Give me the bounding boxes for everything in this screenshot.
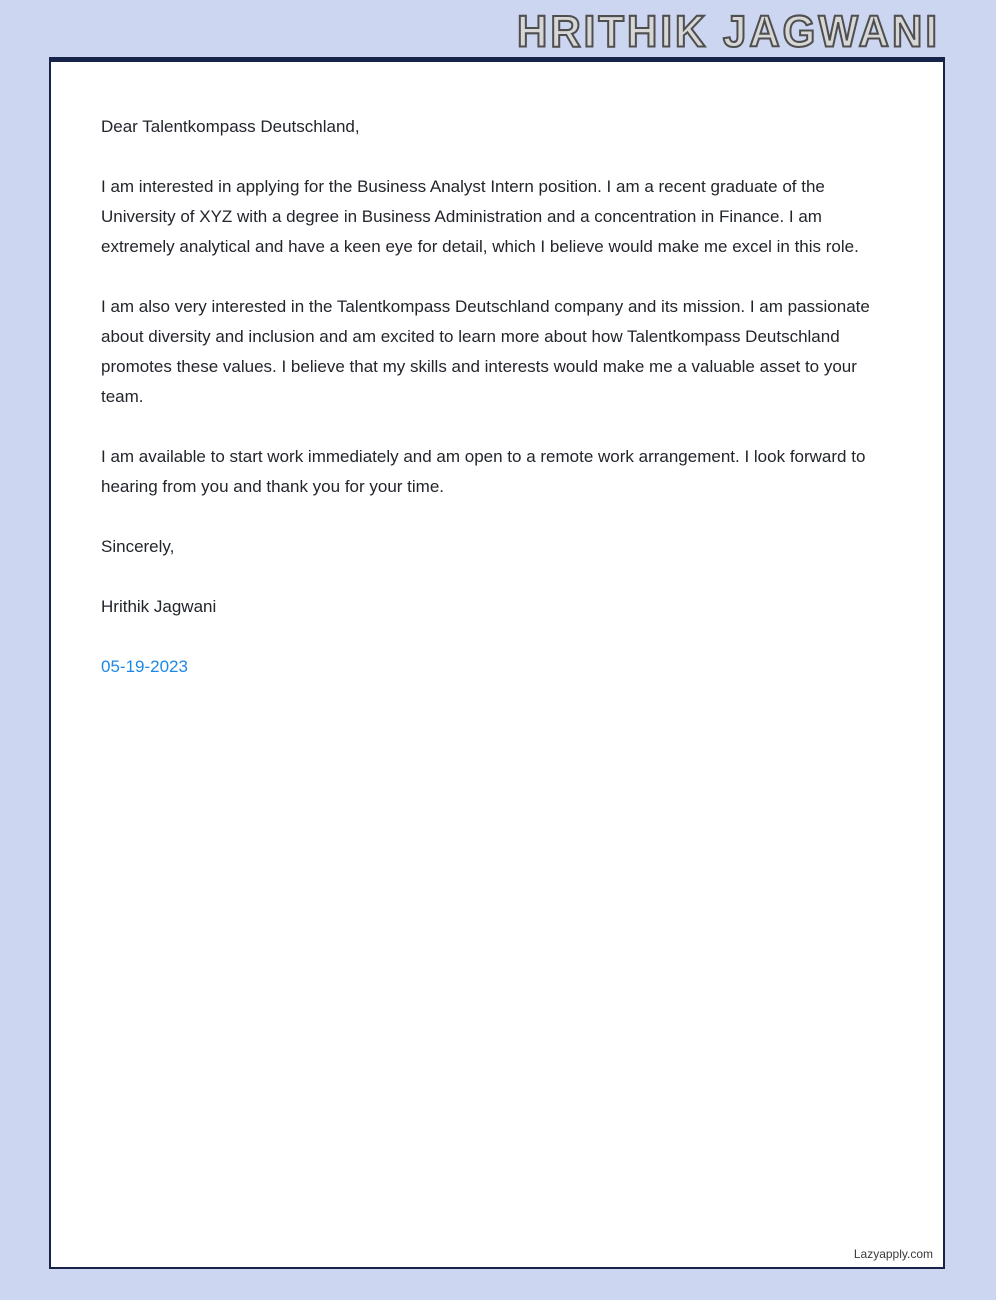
letter-paragraph-2: I am also very interested in the Talentkompass Deutschland company and its mission. I am passionate about diversity and inclusion and am excited to learn more about how Talentkompass Deutschland promotes these values. I believe that my skills and interests would make me a valuable asset to your team. bbox=[101, 297, 870, 406]
letter-closing: Sincerely, bbox=[101, 537, 175, 556]
letter-salutation: Dear Talentkompass Deutschland, bbox=[101, 117, 360, 136]
letter-paragraph-1: I am interested in applying for the Business Analyst Intern position. I am a recent graduate of the University of XYZ with a degree in Business Administration and a concentration in Finance. I am extremely analytical and have a keen eye for detail, which I believe would make me excel in this role. bbox=[101, 177, 859, 256]
letter-page bbox=[49, 57, 945, 1269]
letter-date: 05-19-2023 bbox=[101, 657, 188, 676]
branding-watermark: Lazyapply.com bbox=[853, 1247, 933, 1261]
letter-signature-name: Hrithik Jagwani bbox=[101, 597, 217, 616]
letter-body bbox=[51, 62, 943, 682]
header-applicant-name: HRITHIK JAGWANI bbox=[517, 6, 940, 57]
letter-paragraph-3: I am available to start work immediately and am open to a remote work arrangement. I look forward to hearing from you and thank you for your time. bbox=[101, 447, 866, 496]
